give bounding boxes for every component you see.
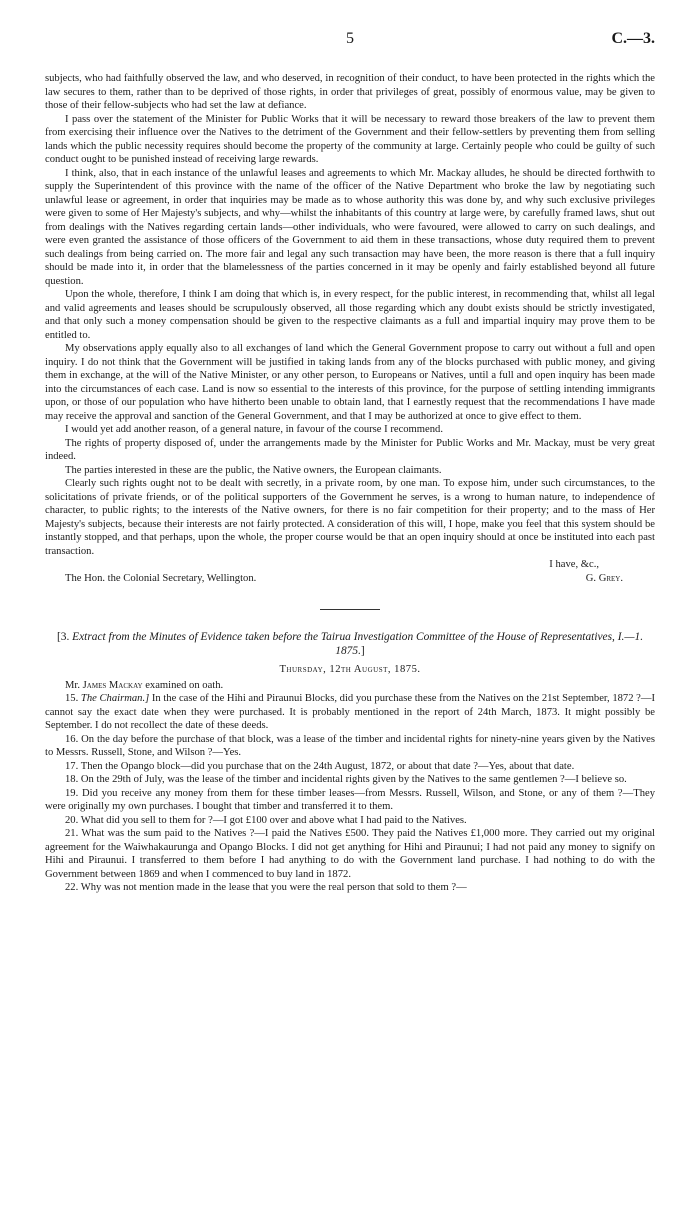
speaker: The Chairman.]: [80, 693, 150, 704]
letter-body: [45, 72, 655, 558]
evidence-item: [45, 827, 655, 881]
question-text: Then the Opango block—did you purchase that on the 24th August, 1872, or about that date ?—Yes, about that date.: [80, 760, 575, 772]
question-number: 17.: [65, 760, 79, 772]
letter-paragraph: The parties interested in these are the public, the Native owners, the European claimants.: [65, 464, 442, 476]
letter-paragraph: Clearly such rights ought not to be dealt with secretly, in a private room, by one man. To expose him, under such circumstances, to the solicitations of private friends, or of the political supporters of the Government he serves, is a wrong to human nature, to independence of character, to public rights; to the interests of the Native owners, for there is no fair competition for their property; and to the mass of Her Majesty's subjects, because their interests are not fairly protected. A consideration of this will, I hope, make you feel that this system should be instantly stopped, and that perhaps, upon the whole, the proper course would be that an open inquiry should at once be instituted into each past transaction.: [45, 478, 655, 557]
letter-paragraph: subjects, who had faithfully observed the law, and who deserved, in recognition of their conduct, to have been protected in the rights which the law secures to them, rather than to be deprived of those rights, in order that privileges of great, possibly of enormous value, may be given to those of their fellow-subjects who had set the law at defiance.: [45, 73, 655, 111]
signer-name: G. Grey.: [585, 572, 623, 584]
letter-paragraph: I pass over the statement of the Minister for Public Works that it will be necessary to reward those breakers of the law to prevent them from exercising their influence over the Natives to the detriment of the Government and their fellow-settlers by preventing them from selling lands which the public necessity requires should become the property of the community at large. Certainly people who could be guilty of such conduct ought to be punished instead of receiving large rewards.: [45, 113, 655, 165]
witness-prefix: Mr.: [65, 679, 81, 691]
question-number: 16.: [65, 733, 79, 745]
extract-heading-open: [3.: [56, 630, 70, 643]
question-text: Did you receive any money from them for these timber leases—from Messrs. Russell, Wilson, and Stone, or any of them ?—They were originally my own purchases. I bought that timber and transferred it to them.: [45, 787, 655, 812]
witness-suffix: examined on oath.: [145, 679, 224, 691]
evidence-item: [45, 814, 655, 828]
question-text: On the day before the purchase of that block, was a lease of the timber and incidental rights for ninety-nine years given by the Natives to Messrs. Russell, Stone, and Wilson ?—Yes.: [45, 733, 655, 758]
question-number: 19.: [65, 787, 79, 799]
page-number: 5: [346, 30, 354, 47]
signature-block: [45, 558, 655, 587]
extract-heading-close: ]: [360, 644, 365, 657]
question-text: Why was not mention made in the lease that you were the real person that sold to them ?—: [80, 882, 467, 893]
question-text: What was the sum paid to the Natives ?—I paid the Natives £500. They paid the Natives £1,000 more. They carried out my original agreement for the Waiwhakaurunga and Opango Blocks. I did not get anything for Hihi and Piraunui; I had not paid any money to signify on Hihi and Piraunui. I transferred to them before I had anything to do with the Government land purchase. I had nothing to do with the Government between 1869 and when I commenced to buy land in 1872.: [45, 828, 655, 880]
letter-paragraph: The rights of property disposed of, under the arrangements made by the Minister for Public Works and Mr. Mackay, must be very great indeed.: [45, 437, 655, 462]
page-header: [45, 30, 655, 52]
witness-name: James Mackay: [82, 679, 143, 691]
evidence-item: [45, 787, 655, 814]
letter-paragraph: I would yet add another reason, of a general nature, in favour of the course I recommend.: [65, 424, 443, 435]
evidence-item: [45, 692, 655, 733]
question-text: On the 29th of July, was the lease of the timber and incidental rights given by the Natives to the same gentlemen ?—I believe so.: [80, 774, 627, 785]
evidence-item: [45, 773, 655, 787]
question-number: 15.: [65, 693, 79, 704]
question-number: 21.: [65, 828, 79, 839]
session-date: Thursday, 12th August, 1875.: [279, 663, 421, 675]
document-page: [45, 30, 655, 895]
letter-paragraph: My observations apply equally also to all exchanges of land which the General Government propose to carry out without a full and open inquiry. I do not think that the Government will be justified in taking lands from any of the blocks purchased with public money, and giving them in exchange, at the will of the Native Minister, or any other person, to Europeans or Natives, until a full and open inquiry has been made into the circumstances of each case. Land is now so essential to the interests of this province, for the purpose of settling intending immigrants upon, or those of our population who have hitherto been unable to obtain land, that I earnestly request that the recommendations I have made may receive the approval and sanction of the General Government, and that I may be authorized at once to give effect to them.: [45, 343, 655, 422]
question-text: What did you sell to them for ?—I got £100 over and above what I had paid to the Natives.: [80, 814, 467, 826]
extract-heading: [45, 630, 655, 658]
letter-paragraph: I think, also, that in each instance of the unlawful leases and agreements to which Mr. Mackay alludes, he should be directed forthwith to supply the Superintendent of this province with the name of the officer of the Native Department who broke the law by negotiating such unlawful lease or agreement, in order that inquiries may be made as to whose authority this was done by, and why such exclusive privileges were given to some of Her Majesty's subjects, and why—whilst the inhabitants of this country at large were, by carefully framed laws, shut out from dealings with the Natives regarding certain lands—other individuals, who were favoured, were allowed to carry on such dealings, and were even granted the assistance of those officers of the Government to aid them in these transactions, whose duty required them to prevent such dealings from being carried on. The more fair and legal any such transaction may have been, the more reason is there that a full inquiry should be made into it, in order that the blamelessness of the parties concerned in it may be openly and fairly established beyond all future question.: [45, 167, 655, 287]
question-number: 18.: [65, 774, 79, 785]
section-divider: [320, 609, 380, 610]
evidence-list: [45, 692, 655, 895]
question-number: 20.: [65, 814, 79, 826]
witness-line: [65, 679, 655, 693]
question-text: In the case of the Hihi and Piraunui Blocks, did you purchase these from the Natives on the 21st September, 1872 ?—I cannot say the exact date when they were purchased. It is probably mentioned in the report of 24th March, 1873. It might possibly be September. I do not recollect the date of these deeds.: [45, 693, 656, 731]
evidence-item: [45, 760, 655, 774]
letter-paragraph: Upon the whole, therefore, I think I am doing that which is, in every respect, for the public interest, in recommending that, whilst all legal and valid agreements and leases should be scrupulously observed, all those regarding which any doubt exists should be strictly investigated, and that only such a money compensation should be given to the respective claimants as a full and impartial inquiry may prove them to be entitled to.: [45, 289, 655, 341]
document-reference: C.—3.: [611, 30, 655, 47]
extract-heading-text: Extract from the Minutes of Evidence taken before the Tairua Investigation Committee of the House of Representatives, I.—1. 1875.: [72, 630, 644, 657]
letter-closing: I have, &c.,: [549, 559, 599, 570]
evidence-item: [45, 733, 655, 760]
addressee: The Hon. the Colonial Secretary, Wellington.: [65, 572, 257, 584]
question-number: 22.: [65, 882, 79, 893]
evidence-item: [45, 881, 655, 895]
